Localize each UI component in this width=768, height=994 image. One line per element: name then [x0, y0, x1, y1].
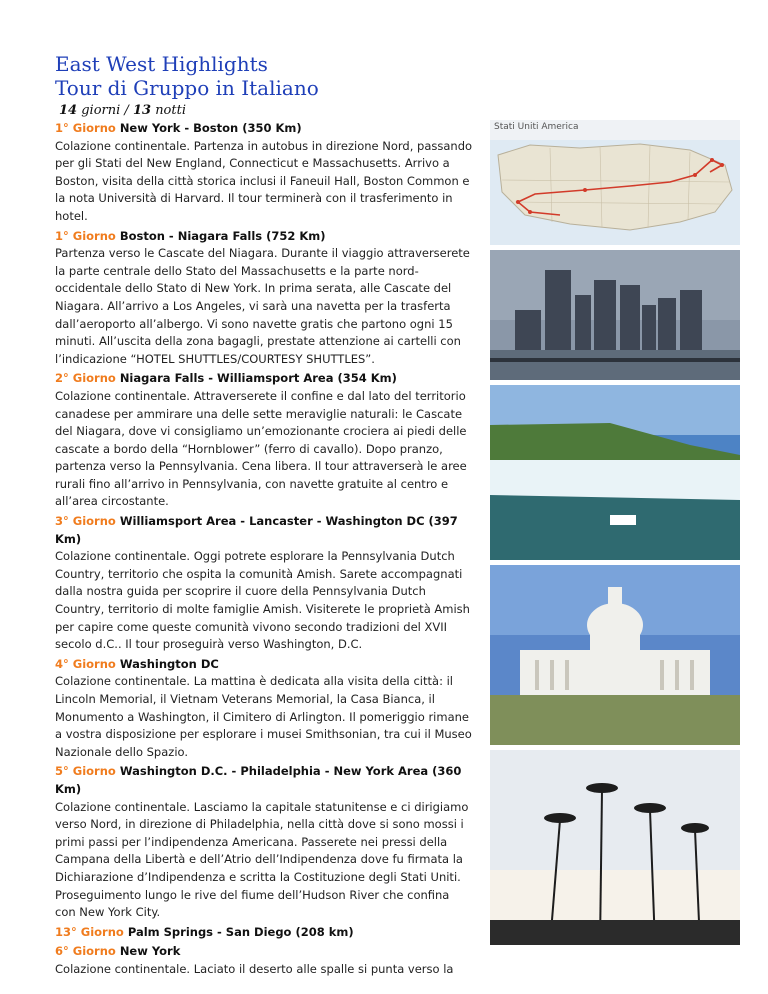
day-number: 1° Giorno — [55, 228, 116, 243]
day-header — [55, 513, 473, 548]
day-number: 2° Giorno — [55, 371, 116, 386]
day-description: Colazione continentale. Attraverserete il confine e dal lato del territorio canadese per ammirare una delle sette meraviglie naturali: le Cascate del Niagara, dove vi consigliamo un’emozionante crociera ai piedi delle cascate a bordo della “Hornblower” (ferro di cavallo). Dopo pranzo, partenza verso la Pennsylvania. Cena libera. Il tour attraverserà le aree rurali fino all’arrivo in Pennsylvania, con navette gratuite al centro e all’area circostante. — [55, 388, 467, 509]
itinerary — [55, 120, 473, 981]
day-header — [55, 924, 473, 942]
day-header — [55, 763, 473, 798]
day-header — [55, 370, 473, 388]
day-title: Palm Springs - San Diego (208 km) — [127, 924, 354, 939]
day-header — [55, 943, 473, 961]
nights-label: notti — [155, 103, 186, 118]
route-map-label: Stati Uniti America — [494, 122, 579, 132]
day-number: 6° Giorno — [55, 944, 116, 959]
day-title: Boston - Niagara Falls (752 Km) — [119, 228, 326, 243]
day-description: Colazione continentale. Oggi potrete esplorare la Pennsylvania Dutch Country, territorio che ospita la comunità Amish. Sarete accompagnati dalla nostra guida per scoprire il cuore della Pennsylvania Dutch Country, territorio di molte famiglie Amish. Visiterete le proprietà Amish per capire come queste comunità vivono secondo tradizioni del XVII secolo d.C.. Il tour proseguirà verso Washington, D.C. — [55, 549, 470, 652]
day-1b — [55, 228, 473, 369]
day-number: 3° Giorno — [55, 514, 116, 529]
day-6 — [55, 943, 473, 978]
day-description: Colazione continentale. Laciato il deserto alle spalle si punta verso la — [55, 961, 454, 976]
day-description: Partenza verso le Cascate del Niagara. Durante il viaggio attraverserete la parte centrale dello Stato del Massachusetts e la parte nord-occidentale dello Stato di New York. In prima serata, alle Cascate del Niagara. All’arrivo a Los Angeles, vi sarà una navetta per la trasferta dall’aeroporto all’albergo. Vi sono navette gratis che partono ogni 15 minuti. All’uscita della zona bagagli, prestate attenzione ai cartelli con l’indicazione “HOTEL SHUTTLES/COURTESY SHUTTLES”. — [55, 246, 470, 366]
days-label: giorni / — [81, 103, 129, 118]
boston-skyline-image — [490, 250, 740, 380]
page-title: East West Highlights — [55, 52, 268, 76]
route-map-image — [490, 120, 740, 245]
day-number: 4° Giorno — [55, 656, 116, 671]
niagara-falls-image — [490, 385, 740, 560]
day-title: Washington D.C. - Philadelphia - New York Area (360 Km) — [55, 764, 462, 796]
day-number: 5° Giorno — [55, 764, 116, 779]
day-description: Colazione continentale. Partenza in autobus in direzione Nord, passando per gli Stati del New England, Connecticut e Massachusetts. Arrivo a Boston, visita della città storica inclusi il Faneuil Hall, Boston Common e la nota Università di Harvard. Il tour terminerà con il trasferimento in hotel. — [55, 138, 473, 223]
header — [55, 52, 735, 118]
day-header — [55, 656, 473, 674]
capitol-building-image — [490, 565, 740, 745]
day-title: Williamsport Area - Lancaster - Washington DC (397 Km) — [55, 514, 458, 546]
nights-count: 13 — [132, 103, 152, 118]
palm-trees-image — [490, 750, 740, 945]
day-13 — [55, 924, 473, 942]
day-3 — [55, 513, 473, 654]
day-title: Niagara Falls - Williamsport Area (354 Km) — [119, 371, 397, 386]
day-2 — [55, 370, 473, 511]
days-count: 14 — [59, 103, 78, 118]
day-header — [55, 228, 473, 246]
day-title: Washington DC — [119, 656, 219, 671]
page-subtitle: Tour di Gruppo in Italiano — [55, 76, 319, 100]
day-5 — [55, 763, 473, 921]
day-title: New York - Boston (350 Km) — [119, 121, 302, 135]
day-description: Colazione continentale. Lasciamo la capitale statunitense e ci dirigiamo verso Nord, in direzione di Philadelphia, nella città dove si sono mossi i primi passi per l’indipendenza Americana. Passerete nei pressi della Campana della Libertà e dell’Atrio dell’Indipendenza dove fu firmata la Dichiarazione d’Indipendenza e scritta la Costituzione degli Stati Uniti. Proseguimento lungo le rive del fiume dell’Hudson River che confina con New York City. — [55, 799, 469, 920]
day-1 — [55, 120, 473, 226]
day-4 — [55, 656, 473, 762]
day-number: 1° Giorno — [55, 121, 116, 135]
day-title: New York — [119, 944, 181, 959]
day-number: 13° Giorno — [55, 924, 124, 939]
day-header — [55, 120, 473, 138]
day-description: Colazione continentale. La mattina è dedicata alla visita della città: il Lincoln Memorial, il Vietnam Veterans Memorial, la Casa Bianca, il Monumento a Washington, il Cimitero di Arlington. Il pomeriggio rimane a vostra disposizione per esplorare i musei Smithsonian, tra cui il Museo Nazionale dello Spazio. — [55, 674, 472, 759]
tour-duration — [59, 103, 735, 118]
